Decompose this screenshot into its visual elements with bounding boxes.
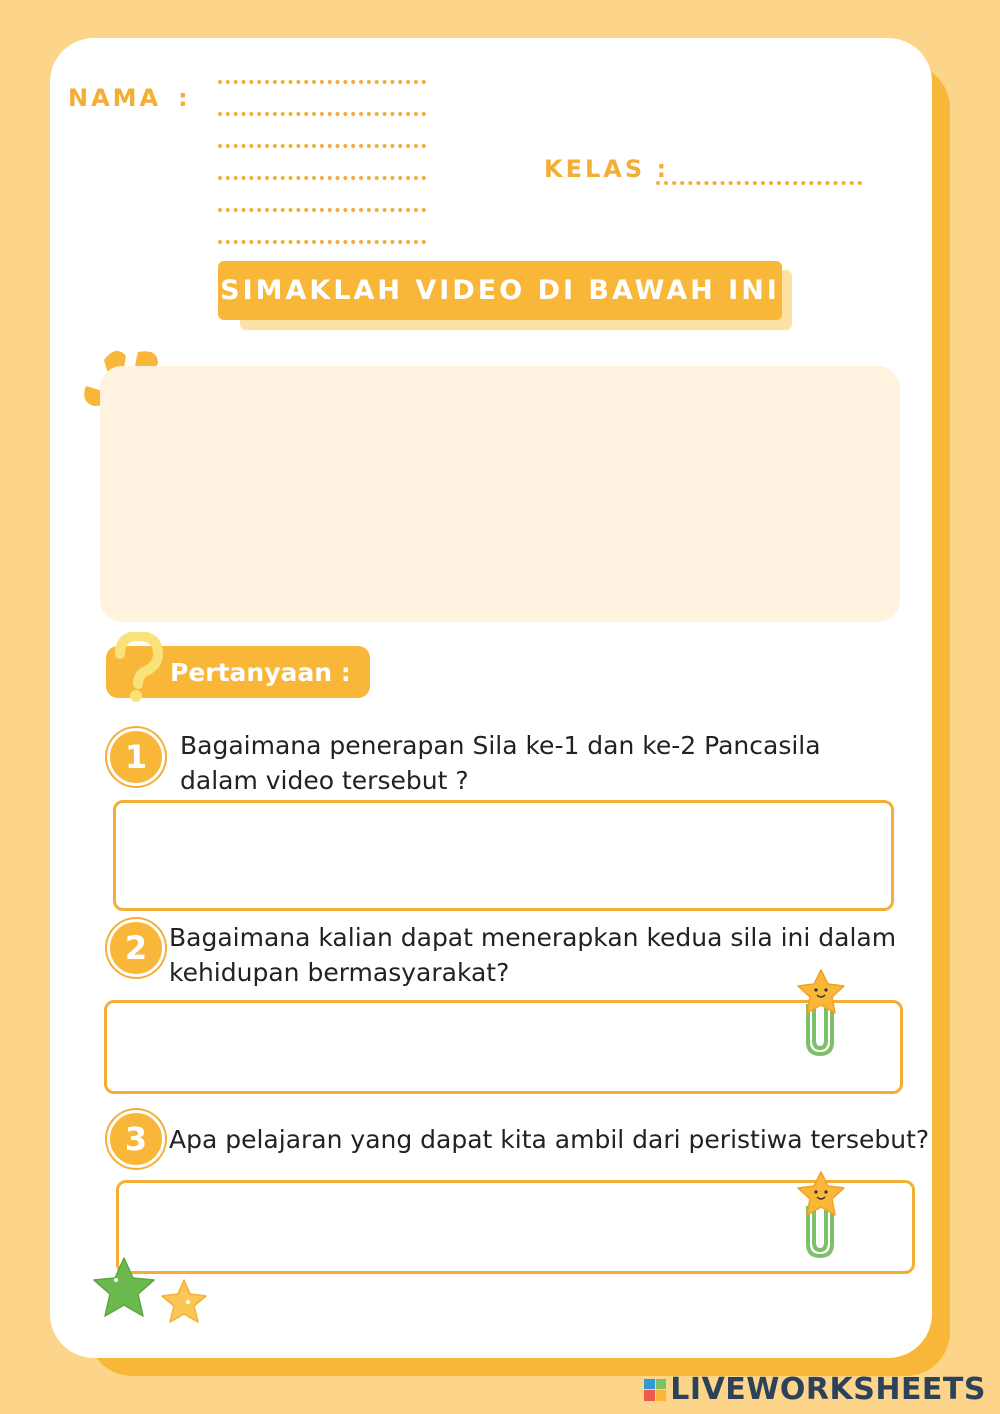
- name-line-4[interactable]: [218, 176, 426, 180]
- question-2-line-2: kehidupan bermasyarakat?: [169, 958, 510, 987]
- class-label: KELAS :: [544, 155, 670, 183]
- worksheet-card: [50, 38, 932, 1358]
- question-1-line-2: dalam video tersebut ?: [180, 766, 469, 795]
- name-label: NAMA: [68, 84, 162, 112]
- question-2-line-1: Bagaimana kalian dapat menerapkan kedua sila ini dalam: [169, 923, 897, 952]
- name-line-5[interactable]: [218, 208, 426, 212]
- question-1-line-1: Bagaimana penerapan Sila ke-1 dan ke-2 Pancasila: [180, 731, 821, 760]
- name-line-6[interactable]: [218, 240, 426, 244]
- class-line[interactable]: [656, 181, 862, 185]
- question-number-1: 1: [107, 728, 165, 786]
- star-paperclip-icon: [794, 1170, 848, 1260]
- question-1-text: [180, 728, 821, 798]
- question-number-3: 3: [107, 1110, 165, 1168]
- question-3-text: Apa pelajaran yang dapat kita ambil dari peristiwa tersebut?: [169, 1125, 930, 1154]
- name-colon: :: [178, 84, 191, 112]
- brand-name: LIVEWORKSHEETS: [670, 1372, 986, 1407]
- liveworksheets-logo[interactable]: [644, 1372, 986, 1407]
- video-placeholder[interactable]: [100, 366, 900, 622]
- question-number-2: 2: [107, 919, 165, 977]
- answer-box-2[interactable]: [104, 1000, 903, 1094]
- video-banner: SIMAKLAH VIDEO DI BAWAH INI: [218, 261, 782, 320]
- name-line-2[interactable]: [218, 112, 426, 116]
- star-paperclip-icon: [794, 968, 848, 1058]
- answer-box-1[interactable]: [113, 800, 894, 911]
- stars-decoration-icon: [92, 1256, 216, 1336]
- name-line-1[interactable]: [218, 80, 426, 84]
- name-line-3[interactable]: [218, 144, 426, 148]
- questions-heading-label: Pertanyaan :: [170, 657, 351, 687]
- brand-mark-icon: [644, 1379, 666, 1401]
- question-2-text: [169, 920, 896, 990]
- question-mark-icon: [108, 632, 164, 704]
